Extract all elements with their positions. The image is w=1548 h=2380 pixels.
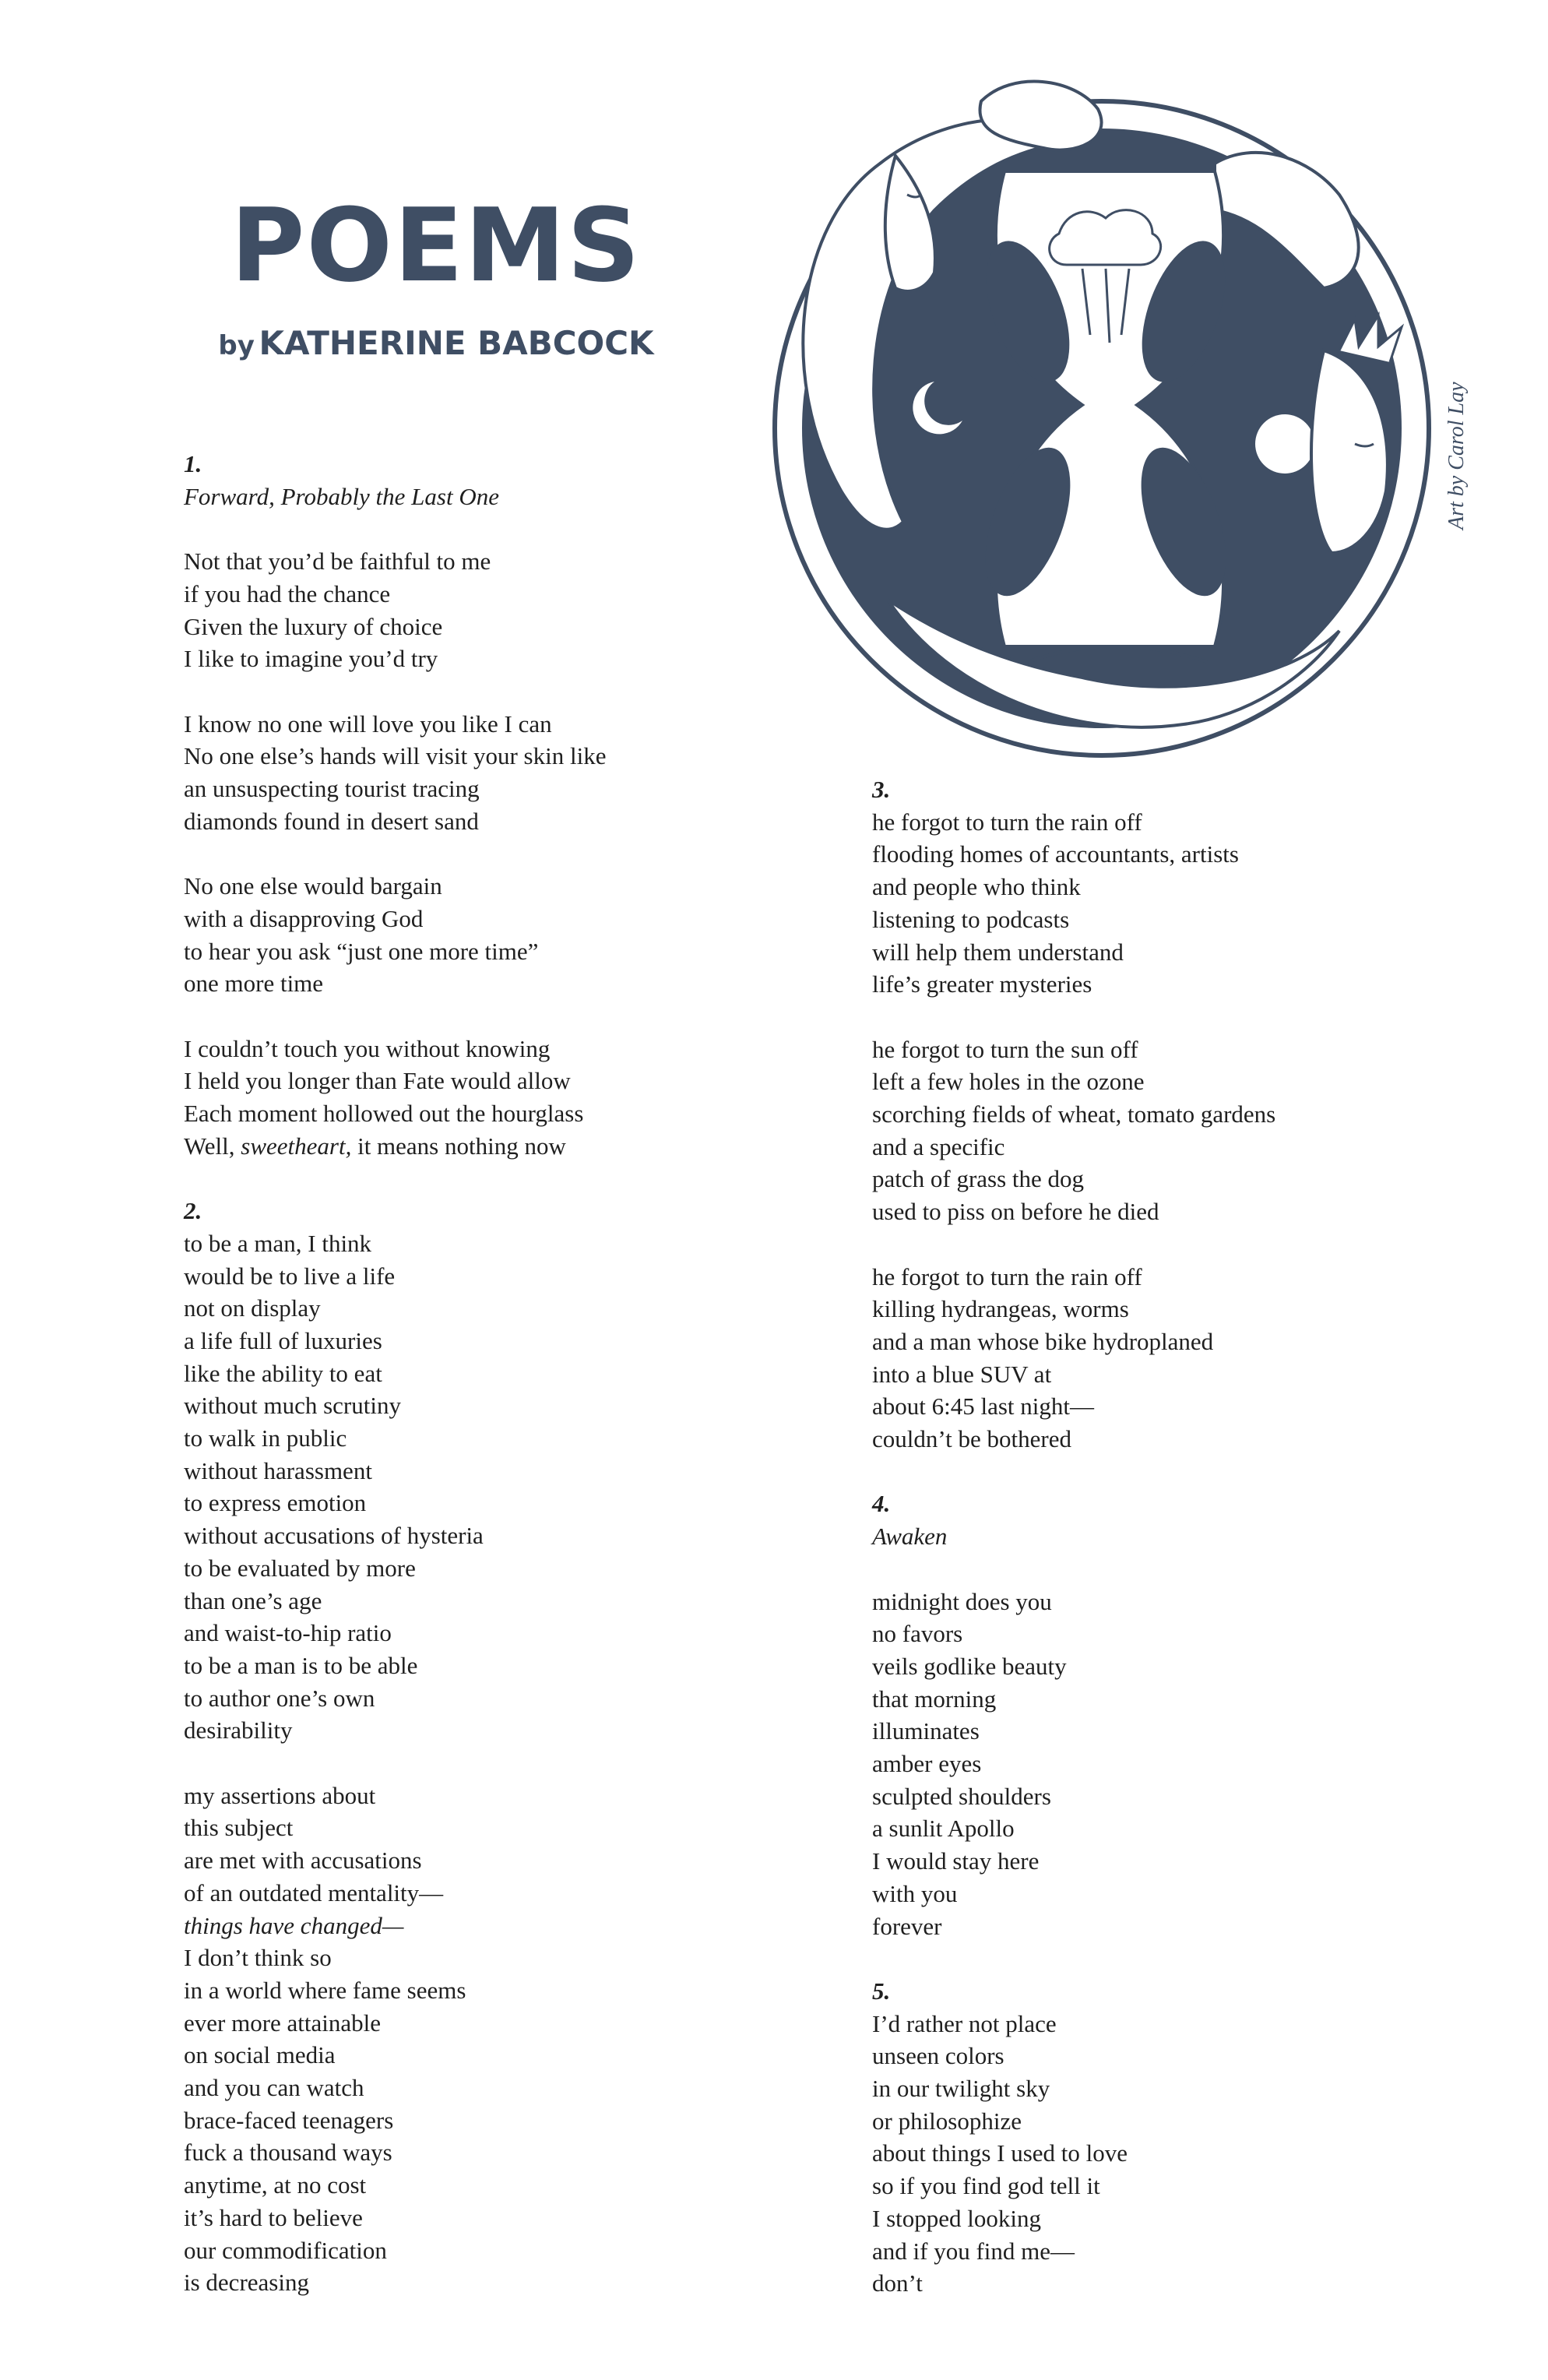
poem-line-emphasis: things have changed— bbox=[184, 1911, 404, 1939]
poem-line: listening to podcasts bbox=[872, 905, 1070, 933]
poem-line: are met with accusations bbox=[184, 1847, 422, 1875]
poem-line: unseen colors bbox=[872, 2042, 1004, 2070]
poem-line: an unsuspecting tourist tracing bbox=[184, 775, 480, 802]
poem-line: if you had the chance bbox=[184, 579, 391, 607]
poem-line: with a disapproving God bbox=[184, 904, 424, 932]
art-credit: Art by Carol Lay bbox=[1444, 382, 1469, 530]
poem-line: left a few holes in the ozone bbox=[872, 1068, 1145, 1096]
poem-line: anytime, at no cost bbox=[184, 2171, 367, 2199]
poem-line: illuminates bbox=[872, 1717, 980, 1745]
poem-line: is decreasing bbox=[184, 2269, 309, 2297]
line-text-pre: Well, bbox=[184, 1132, 241, 1160]
poem-line: like the ability to eat bbox=[184, 1359, 382, 1387]
poem-line: to walk in public bbox=[184, 1424, 347, 1452]
poem-line: couldn’t be bothered bbox=[872, 1425, 1071, 1453]
poem-line: Each moment hollowed out the hourglass bbox=[184, 1100, 584, 1127]
poem-4-subtitle: Awaken bbox=[872, 1523, 948, 1551]
hourglass-faces-illustration-icon bbox=[748, 55, 1448, 779]
poem-line: a sunlit Apollo bbox=[872, 1815, 1015, 1843]
poem-line: ever more attainable bbox=[184, 2009, 382, 2037]
poem-line: my assertions about bbox=[184, 1781, 376, 1809]
poem-line: than one’s age bbox=[184, 1586, 322, 1614]
poem-line: on social media bbox=[184, 2041, 336, 2069]
poem-line: without much scrutiny bbox=[184, 1392, 401, 1420]
poem-line: desirability bbox=[184, 1716, 293, 1745]
poem-line: Given the luxury of choice bbox=[184, 612, 443, 640]
poem-line: No one else would bargain bbox=[184, 872, 442, 900]
poem-line: he forgot to turn the sun off bbox=[872, 1035, 1138, 1063]
poem-line: used to piss on before he died bbox=[872, 1198, 1159, 1226]
poem-line: don’t bbox=[872, 2269, 923, 2297]
poem-line: life’s greater mysteries bbox=[872, 970, 1092, 998]
poem-line: to be a man, I think bbox=[184, 1229, 372, 1257]
poem-line: sculpted shoulders bbox=[872, 1782, 1051, 1810]
left-column bbox=[184, 448, 822, 2299]
poem-line: flooding homes of accountants, artists bbox=[872, 840, 1239, 868]
poem-line: and if you find me— bbox=[872, 2237, 1075, 2265]
poem-line: I’d rather not place bbox=[872, 2009, 1057, 2037]
poem-line: and a specific bbox=[872, 1132, 1005, 1160]
poem-line: I like to imagine you’d try bbox=[184, 645, 438, 673]
poem-line bbox=[184, 1130, 822, 1163]
poem-line: amber eyes bbox=[872, 1750, 982, 1778]
page-title: POEMS bbox=[230, 186, 642, 305]
poem-line: in our twilight sky bbox=[872, 2075, 1050, 2103]
poem-line: without harassment bbox=[184, 1456, 372, 1484]
poem-5-number: 5. bbox=[872, 1977, 891, 2005]
poem-line: patch of grass the dog bbox=[872, 1165, 1085, 1193]
poem-line: scorching fields of wheat, tomato gardens bbox=[872, 1100, 1276, 1128]
poem-line: to be a man is to be able bbox=[184, 1651, 418, 1679]
poem-line: midnight does you bbox=[872, 1587, 1052, 1615]
poem-line: fuck a thousand ways bbox=[184, 2139, 392, 2167]
poem-line: Not that you’d be faithful to me bbox=[184, 547, 491, 576]
poem-line: that morning bbox=[872, 1685, 997, 1713]
poem-4-number: 4. bbox=[872, 1490, 891, 1518]
poem-line: would be to live a life bbox=[184, 1262, 396, 1290]
poem-1-number: 1. bbox=[184, 450, 202, 477]
poem-line: it’s hard to believe bbox=[184, 2203, 363, 2231]
poem-line: and you can watch bbox=[184, 2074, 364, 2102]
poem-line: in a world where fame seems bbox=[184, 1976, 466, 2004]
poem-line: to be evaluated by more bbox=[184, 1554, 416, 1582]
poem-line: to express emotion bbox=[184, 1489, 367, 1517]
poem-line: one more time bbox=[184, 970, 324, 998]
poem-line: to author one’s own bbox=[184, 1684, 375, 1712]
poem-line: our commodification bbox=[184, 2236, 387, 2264]
poem-3-number: 3. bbox=[872, 776, 891, 803]
poem-line: and people who think bbox=[872, 873, 1081, 901]
line-text-emphasis: sweetheart, bbox=[241, 1132, 352, 1160]
right-column bbox=[872, 773, 1511, 2300]
poem-line: will help them understand bbox=[872, 938, 1124, 966]
poem-line: with you bbox=[872, 1879, 958, 1907]
poem-line: without accusations of hysteria bbox=[184, 1522, 484, 1550]
poem-line: veils godlike beauty bbox=[872, 1652, 1067, 1680]
poem-line: no favors bbox=[872, 1620, 963, 1648]
byline-by: by bbox=[218, 330, 255, 361]
poem-1-subtitle: Forward, Probably the Last One bbox=[184, 482, 499, 510]
poem-line: this subject bbox=[184, 1814, 294, 1842]
line-text-post: it means nothing now bbox=[351, 1132, 566, 1160]
poem-line: killing hydrangeas, worms bbox=[872, 1295, 1129, 1323]
poem-line: and a man whose bike hydroplaned bbox=[872, 1327, 1214, 1355]
poem-line: a life full of luxuries bbox=[184, 1326, 382, 1354]
poem-line: of an outdated mentality— bbox=[184, 1878, 444, 1906]
poem-line: he forgot to turn the rain off bbox=[872, 808, 1142, 836]
byline bbox=[179, 324, 693, 362]
poem-line: into a blue SUV at bbox=[872, 1360, 1052, 1388]
poem-line: forever bbox=[872, 1912, 942, 1940]
poem-line: or philosophize bbox=[872, 2107, 1022, 2135]
poem-line: to hear you ask “just one more time” bbox=[184, 937, 539, 965]
poem-line: so if you find god tell it bbox=[872, 2172, 1100, 2200]
author-name: KATHERINE BABCOCK bbox=[259, 324, 654, 362]
poem-line: about things I used to love bbox=[872, 2139, 1128, 2167]
poem-line: he forgot to turn the rain off bbox=[872, 1262, 1142, 1290]
poem-line: and waist-to-hip ratio bbox=[184, 1619, 392, 1647]
poem-line: I would stay here bbox=[872, 1847, 1040, 1875]
poem-line: No one else’s hands will visit your skin like bbox=[184, 742, 607, 770]
poem-line: I couldn’t touch you without knowing bbox=[184, 1034, 551, 1062]
poem-line: not on display bbox=[184, 1294, 321, 1322]
poem-line: about 6:45 last night— bbox=[872, 1392, 1095, 1421]
poem-line: I held you longer than Fate would allow bbox=[184, 1067, 571, 1095]
poem-line: I know no one will love you like I can bbox=[184, 709, 552, 738]
poem-line: I stopped looking bbox=[872, 2204, 1041, 2232]
poem-2-number: 2. bbox=[184, 1197, 202, 1225]
poem-line: diamonds found in desert sand bbox=[184, 807, 479, 835]
poem-line: brace-faced teenagers bbox=[184, 2106, 394, 2134]
poem-line: I don’t think so bbox=[184, 1944, 332, 1972]
